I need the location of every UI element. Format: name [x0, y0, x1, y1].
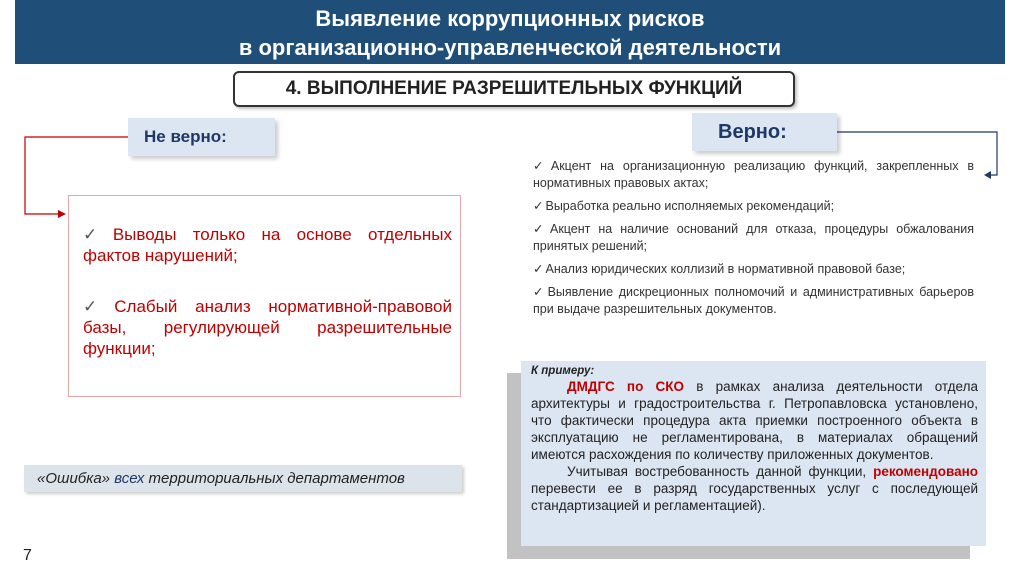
wrong-item: [83, 224, 452, 266]
right-arrowhead: [984, 171, 991, 179]
right-item-text: Выработка реально исполняемых рекомендаций;: [545, 199, 835, 213]
error-note: [24, 465, 462, 492]
header-line-2: в организационно-управленческой деятельности: [238, 35, 782, 60]
example-org: ДМДГС по СКО: [567, 379, 685, 394]
example-para2-rest: перевести ее в разряд государственных услуг с последующей стандартизацией и регламентацией).: [531, 481, 978, 513]
wrong-label: Не верно:: [128, 118, 275, 156]
right-item-text: Акцент на организационную реализацию функций, закрепленных в нормативных правовых актах;: [533, 159, 974, 190]
checkmark-icon: ✓: [83, 225, 109, 244]
right-label: Верно:: [692, 113, 837, 151]
right-item: [533, 158, 974, 192]
example-paragraph-2: [531, 463, 978, 514]
header-line-1: Выявление коррупционных рисков: [315, 6, 705, 31]
right-item-text: Выявление дискреционных полномочий и административных барьеров при выдаче разрешительных документов.: [533, 285, 974, 316]
right-item: [533, 198, 974, 215]
error-note-all: всех: [114, 470, 145, 487]
right-list: [533, 158, 974, 324]
page-number: 7: [23, 547, 32, 564]
example-box: [521, 361, 986, 546]
wrong-arrowhead: [58, 210, 66, 218]
checkmark-icon: ✓: [533, 262, 544, 276]
right-item: [533, 284, 974, 318]
error-note-quote: «Ошибка»: [37, 470, 111, 487]
wrong-item-text: Выводы только на основе отдельных фактов нарушений;: [83, 225, 453, 265]
wrong-item: [83, 296, 452, 359]
example-heading: К примеру:: [531, 365, 595, 377]
right-item-text: Акцент на наличие оснований для отказа, процедуры обжалования принятых решений;: [533, 222, 974, 253]
wrong-list-box: [68, 195, 461, 397]
checkmark-icon: ✓: [533, 222, 548, 236]
checkmark-icon: ✓: [533, 159, 549, 173]
section-title: 4. ВЫПОЛНЕНИЕ РАЗРЕШИТЕЛЬНЫХ ФУНКЦИЙ: [233, 71, 795, 107]
example-recommended: рекомендовано: [873, 464, 978, 479]
example-paragraph-1: [531, 378, 978, 463]
error-note-rest: территориальных департаментов: [148, 470, 405, 487]
right-item: [533, 261, 974, 278]
right-item: [533, 221, 974, 255]
wrong-item-text: Слабый анализ нормативной-правовой базы, регулирующей разрешительные функции;: [83, 297, 452, 358]
example-para1-text: в рамках анализа деятельности отдела архитектуры и градостроительства г. Петропавловска установлено, что фактически процедура акта приемки построенного объекта в эксплуатацию не регламентирована, в материалах обращений имеются расхождения по количеству приложенных документов.: [531, 379, 978, 462]
checkmark-icon: ✓: [533, 285, 546, 299]
right-item-text: Анализ юридических коллизий в нормативной правовой базе;: [545, 262, 906, 276]
example-para2-start: Учитывая востребованность данной функции,: [567, 464, 874, 479]
checkmark-icon: ✓: [533, 199, 544, 213]
checkmark-icon: ✓: [83, 297, 111, 316]
